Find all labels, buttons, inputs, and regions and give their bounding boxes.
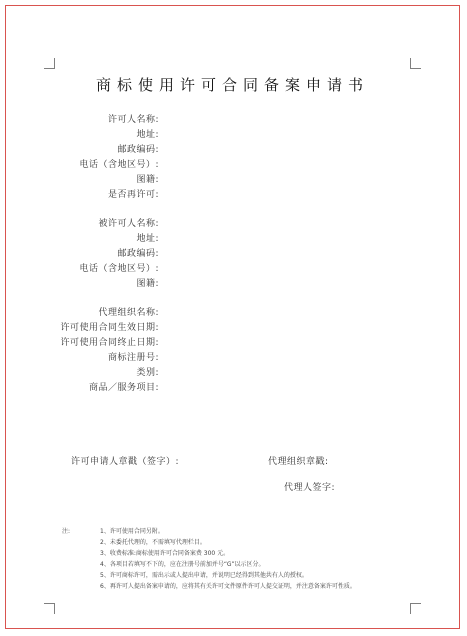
class-label: 类别: <box>136 368 159 378</box>
note-item: 6、再许可人提出备案申请的，应将其有关许可文件原件许可人提交证明，并注意备案许可性质。 <box>100 583 356 590</box>
contract-end-label: 许可使用合同终止日期: <box>60 338 159 348</box>
licensor-postcode-label: 邮政编码: <box>117 145 159 155</box>
licensee-address-label: 地址: <box>136 234 159 244</box>
licensee-phone-label: 电话（含地区号）: <box>79 264 159 274</box>
notes-list <box>62 526 422 592</box>
notes-section <box>62 526 422 592</box>
goods-services-label: 商品／服务项目: <box>88 383 159 393</box>
applicant-seal-label: 许可申请人章戳（签字）: <box>71 457 180 467</box>
document-page <box>5 5 460 629</box>
sublicense-label: 是否再许可: <box>107 190 159 200</box>
crop-mark-bottom-left <box>44 603 55 614</box>
page-title: 商标使用许可合同备案申请书 <box>95 76 369 94</box>
licensor-phone-label: 电话（含地区号）: <box>79 160 159 170</box>
agency-seal-label: 代理组织章戳: <box>268 457 329 467</box>
licensor-name-label: 许可人名称: <box>107 115 159 125</box>
note-item: 1、许可使用合同另附。 <box>100 528 164 535</box>
crop-mark-top-left <box>44 58 55 69</box>
note-item: 2、未委托代理的，不需填写代理栏目。 <box>100 539 206 546</box>
note-item: 3、收费标准:商标使用许可合同备案费 300 元。 <box>100 550 230 557</box>
licensor-address-label: 地址: <box>136 130 159 140</box>
agency-name-label: 代理组织名称: <box>98 308 159 318</box>
licensee-fax-label: 图籍: <box>136 279 159 289</box>
agent-signature-label: 代理人签字: <box>284 483 336 493</box>
note-item: 4、各项目若填写不下的，应在注册号前加并号“G”以示区分。 <box>100 561 265 568</box>
crop-mark-bottom-right <box>410 603 421 614</box>
licensor-fax-label: 图籍: <box>136 175 159 185</box>
licensee-postcode-label: 邮政编码: <box>117 249 159 259</box>
trademark-reg-no-label: 商标注册号: <box>107 353 159 363</box>
contract-start-label: 许可使用合同生效日期: <box>60 323 159 333</box>
note-item: 5、许可商标许可，需出示或人提出申请，并说明已经得到其他共有人的授权。 <box>100 572 308 579</box>
licensee-name-label: 被许可人名称: <box>98 219 159 229</box>
notes-lead: 注: <box>62 528 71 535</box>
crop-mark-top-right <box>410 58 421 69</box>
